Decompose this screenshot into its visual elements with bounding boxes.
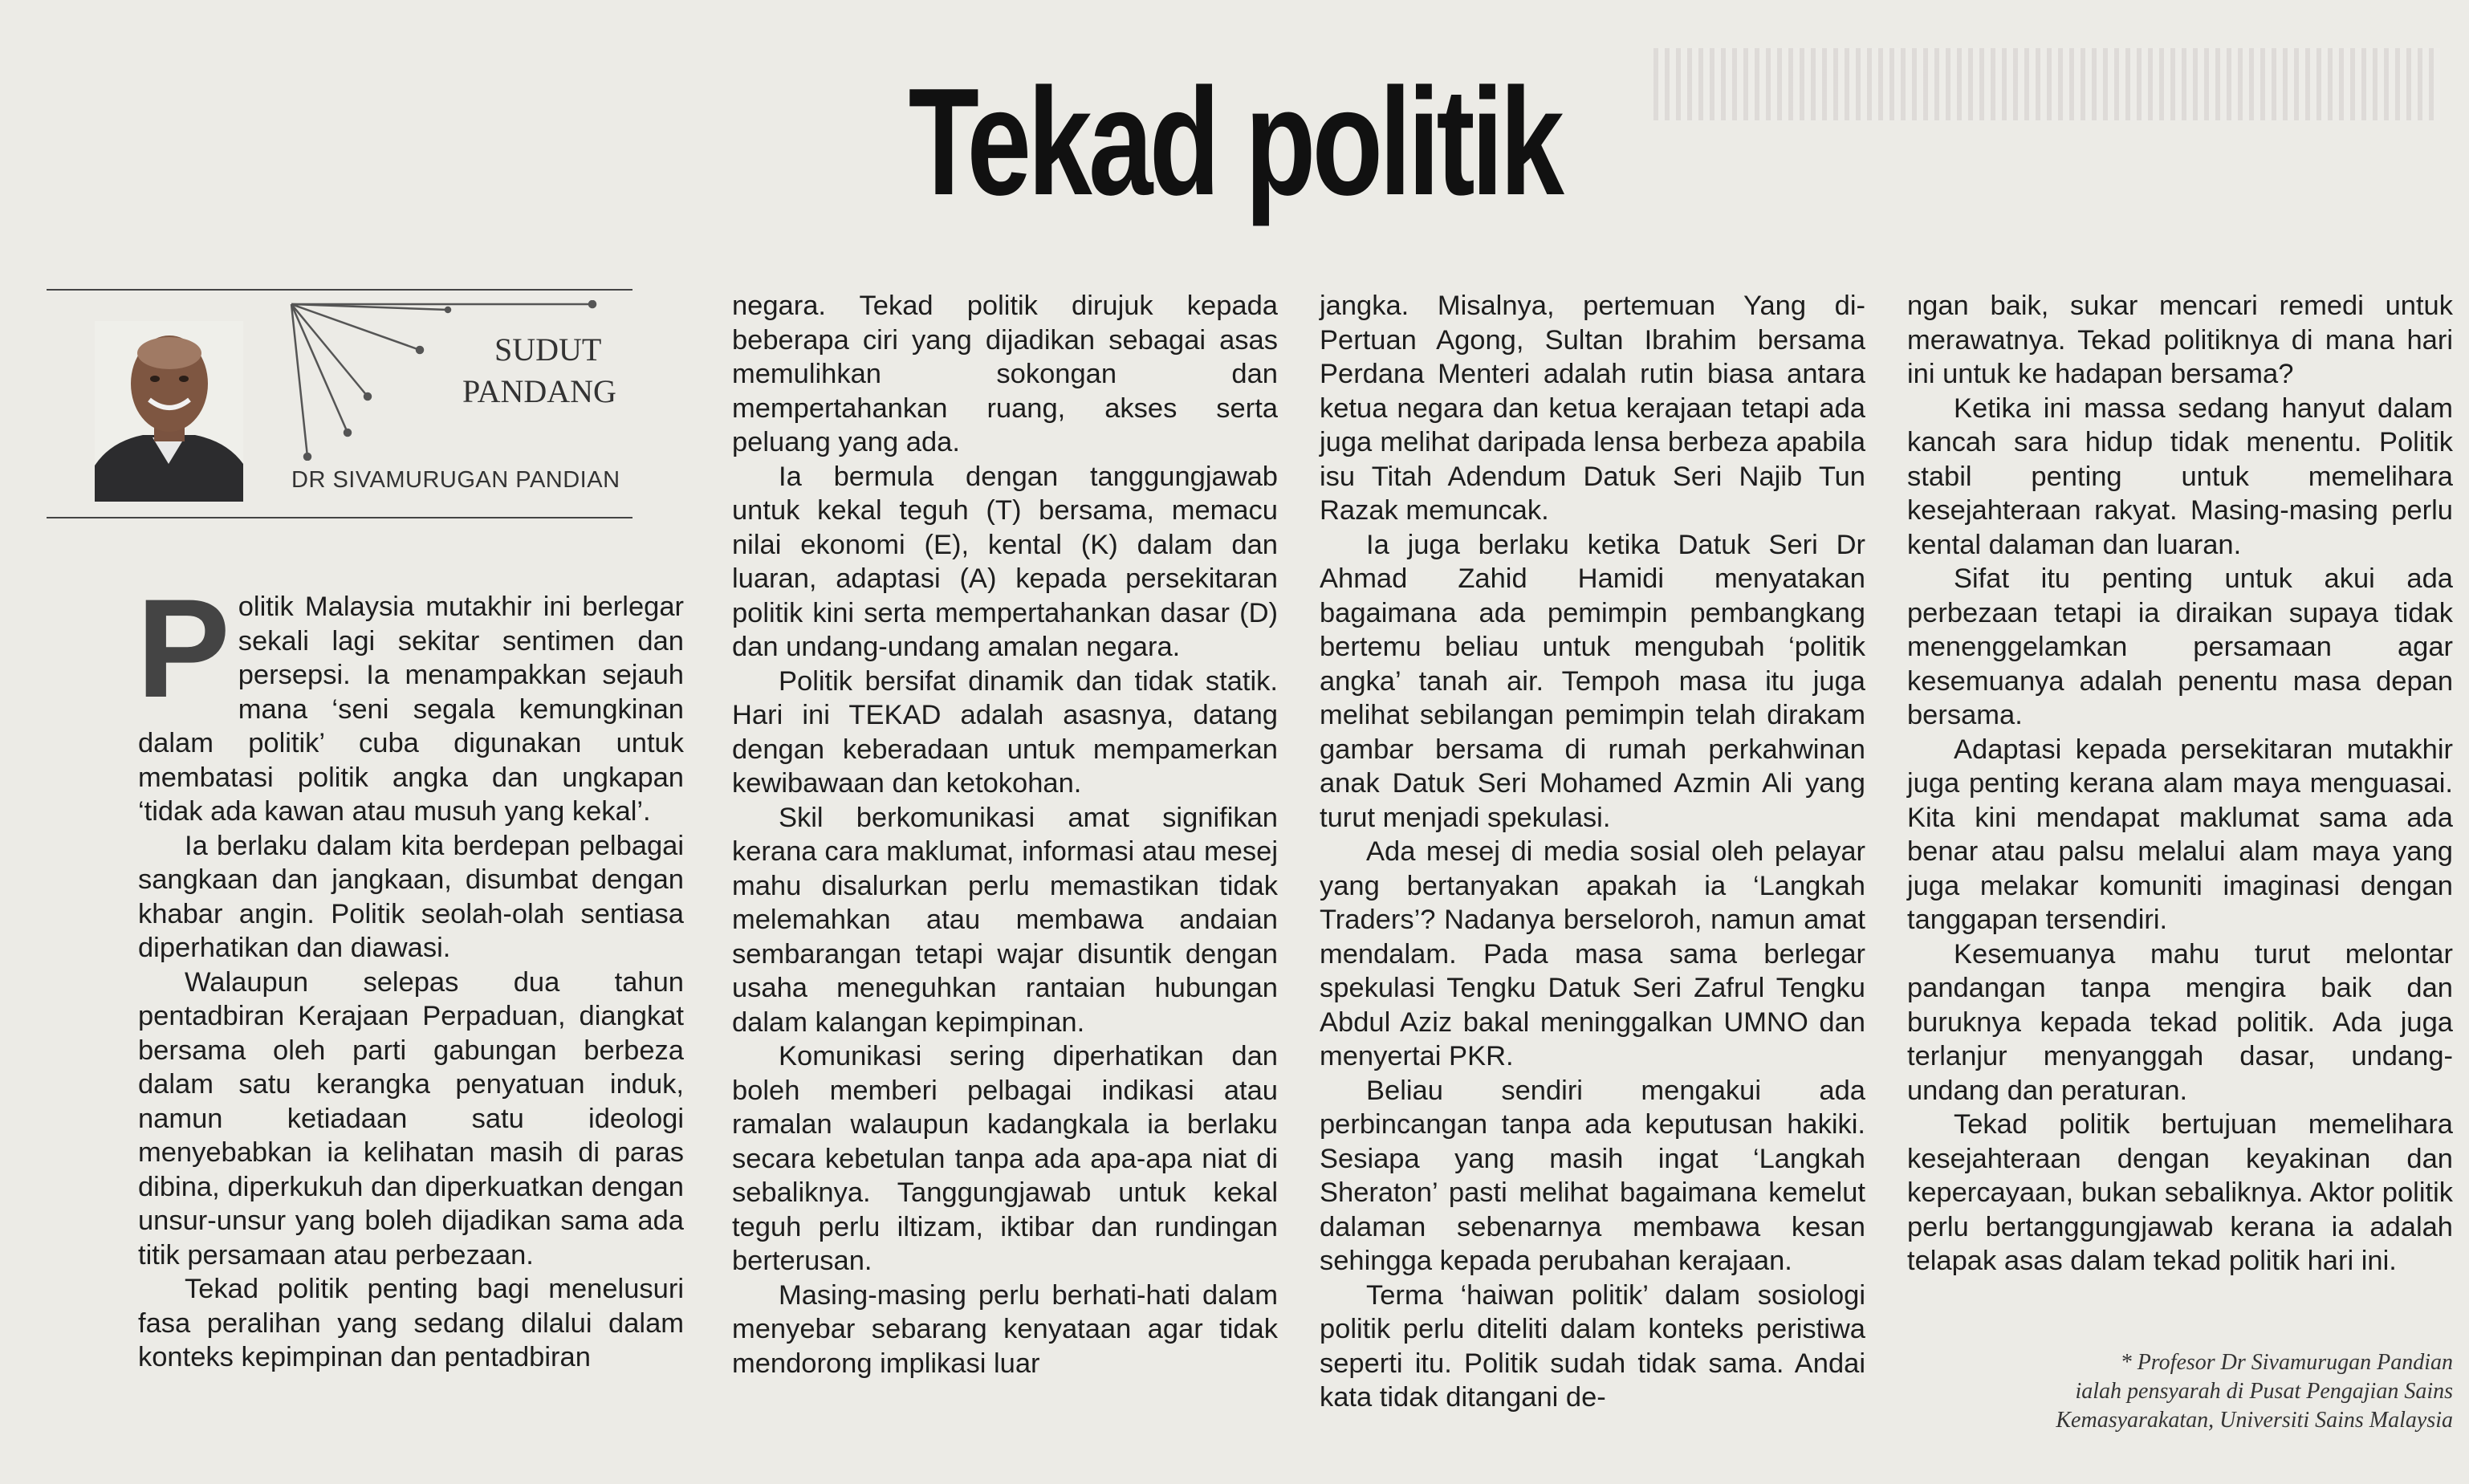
- paragraph: Masing-masing perlu berhati-hati dalam menyebar sebarang kenyataan agar tidak mendorong implikasi luar: [732, 1279, 1278, 1379]
- paragraph: Tekad politik penting bagi menelusuri fasa peralihan yang sedang dilalui dalam konteks kepimpinan dan pentadbiran: [138, 1274, 684, 1372]
- paragraph: Terma ‘haiwan politik’ dalam sosiologi politik perlu diteliti dalam konteks peristiwa seperti itu. Politik sudah tidak sama. Andai kata tidak ditangani de-: [1320, 1279, 1865, 1413]
- paragraph: Skil berkomunikasi amat signifikan kerana cara maklumat, informasi atau mesej mahu disalurkan perlu memastikan tidak melemahkan atau membawa andaian sembarangan tetapi wajar disuntik dengan usaha meneguhkan rantaian hubungan dalam kalangan kepimpinan.: [732, 802, 1278, 1038]
- footnote-line: ialah pensyarah di Pusat Pengajian Sains: [2075, 1379, 2453, 1404]
- paragraph: Komunikasi sering diperhatikan dan boleh memberi pelbagai indikasi atau ramalan walaupun kadangkala ia berlaku secara kebetulan tanpa ada apa-apa niat di sebaliknya. Tanggungjawab untuk kekal teguh perlu iltizam, iktibar dan rundingan berterusan.: [732, 1041, 1278, 1276]
- article-column-1: [136, 571, 684, 1375]
- paragraph: Beliau sendiri mengakui ada perbincangan tanpa ada keputusan hakiki. Sesiapa yang masih ingat ‘Langkah Sheraton’ pasti melihat bagaimana kemelut dalaman sebenarnya membawa kesan sehingga kepada perubahan kerajaan.: [1320, 1075, 1865, 1276]
- byline-box: [47, 289, 633, 522]
- author-name: DR SIVAMURUGAN PANDIAN: [291, 467, 620, 493]
- column-title-line-1: SUDUT: [494, 331, 602, 368]
- paragraph: Adaptasi kepada persekitaran mutakhir juga penting kerana alam maya menguasai. Kita kini mendapat maklumat sama ada benar atau palsu melalui alam maya yang juga melakar komuniti imaginasi dengan tanggapan tersendiri.: [1907, 734, 2453, 935]
- drop-cap: P: [136, 571, 230, 727]
- paragraph: Walaupun selepas dua tahun pentadbiran Kerajaan Perpaduan, diangkat bersama oleh parti gabungan berbeza dalam satu kerangka penyatuan induk, namun ketiadaan satu ideologi menyebabkan ia kelihatan masih di paras dibina, diperkukuh dan diperkuatkan dengan unsur-unsur yang boleh dijadikan sama ada titik persamaan atau perbezaan.: [138, 966, 684, 1271]
- bottom-rule: [47, 517, 633, 518]
- top-rule: [47, 289, 633, 291]
- lead-paragraph: [136, 571, 684, 829]
- paragraph: ngan baik, sukar mencari remedi untuk merawatnya. Tekad politiknya di mana hari ini untuk ke hadapan bersama?: [1907, 291, 2453, 389]
- paragraph: Ketika ini massa sedang hanyut dalam kancah sara hidup tidak menentu. Politik stabil penting untuk memelihara kesejahteraan rakyat. Masing-masing perlu kental dalaman dan luaran.: [1907, 392, 2453, 560]
- paragraph: negara. Tekad politik dirujuk kepada beberapa ciri yang dijadikan sebagai asas memulihkan sokongan dan mempertahankan ruang, akses serta peluang yang ada.: [732, 291, 1278, 457]
- paragraph: Politik bersifat dinamik dan tidak statik. Hari ini TEKAD adalah asasnya, datang dengan keberadaan untuk mempamerkan kewibawaan dan ketokohan.: [732, 665, 1278, 799]
- paragraph: Ada mesej di media sosial oleh pelayar yang bertanyakan apakah ia ‘Langkah Traders’? Nadanya berseloroh, namun amat mendalam. Pada masa sama berlegar spekulasi Tengku Datuk Seri Zafrul Tengku Abdul Aziz bakal meninggalkan UMNO dan menyertai PKR.: [1320, 836, 1865, 1071]
- article-column-2: [732, 289, 1278, 1380]
- paragraph: Sifat itu penting untuk akui ada perbezaan tetapi ia diraikan supaya tidak menenggelamkan persamaan agar kesemuanya adalah penentu masa depan bersama.: [1907, 563, 2453, 730]
- paragraph: Ia juga berlaku ketika Datuk Seri Dr Ahmad Zahid Hamidi menyatakan bagaimana ada pemimpin pembangkang bertemu beliau untuk mengubah ‘politik angka’ tanah air. Tempoh masa itu juga melihat sebilangan pemimpin telah dirakam gambar bersama di rumah perkahwinan anak Datuk Seri Mohamed Azmin Ali yang turut menjadi spekulasi.: [1320, 529, 1865, 833]
- paragraph: jangka. Misalnya, pertemuan Yang di-Pertuan Agong, Sultan Ibrahim bersama Perdana Menteri adalah rutin biasa antara ketua negara dan ketua kerajaan tetapi ada juga melihat daripada lensa berbeza apabila isu Titah Adendum Datuk Seri Najib Tun Razak memuncak.: [1320, 291, 1865, 526]
- column-title-line-2: PANDANG: [462, 373, 616, 409]
- paragraph: Ia berlaku dalam kita berdepan pelbagai sangkaan dan jangkaan, disumbat dengan khabar angin. Politik seolah-olah sentiasa diperhatikan dan diawasi.: [138, 830, 684, 963]
- headline: Tekad politik: [908, 57, 1561, 227]
- paragraph: Tekad politik bertujuan memelihara kesejahteraan dengan keyakinan dan kepercayaan, bukan sebaliknya. Aktor politik perlu bertanggungjawab kerana ia adalah telapak asas dalam tekad politik hari ini.: [1907, 1109, 2453, 1276]
- paragraph-text: olitik Malaysia mutakhir ini berlegar sekali lagi sekitar sentimen dan persepsi. Ia menampakkan sejauh mana ‘seni segala kemungkinan dalam politik’ cuba digunakan untuk membatasi politik angka dan ungkapan ‘tidak ada kawan atau musuh yang kekal’.: [138, 592, 684, 827]
- footnote-line: * Profesor Dr Sivamurugan Pandian: [2120, 1350, 2453, 1375]
- author-footnote: [1907, 1348, 2453, 1435]
- author-photo: [95, 321, 243, 502]
- footnote-line: Kemasyarakatan, Universiti Sains Malaysia: [2056, 1408, 2453, 1433]
- article-column-3: [1320, 289, 1865, 1415]
- article-column-4: [1907, 289, 2453, 1279]
- column-title: [462, 329, 671, 413]
- paragraph: Kesemuanya mahu turut melontar pandangan tanpa mengira baik dan buruknya kepada tekad politik. Ada juga terlanjur menyanggah dasar, undang-undang dan peraturan.: [1907, 938, 2453, 1106]
- paragraph: Ia bermula dengan tanggungjawab untuk kekal teguh (T) bersama, memacu nilai ekonomi (E), kental (K) dalam dan luaran, adaptasi (A) kepada persekitaran politik kini serta mempertahankan dasar (D) dan undang-undang amalan negara.: [732, 461, 1278, 662]
